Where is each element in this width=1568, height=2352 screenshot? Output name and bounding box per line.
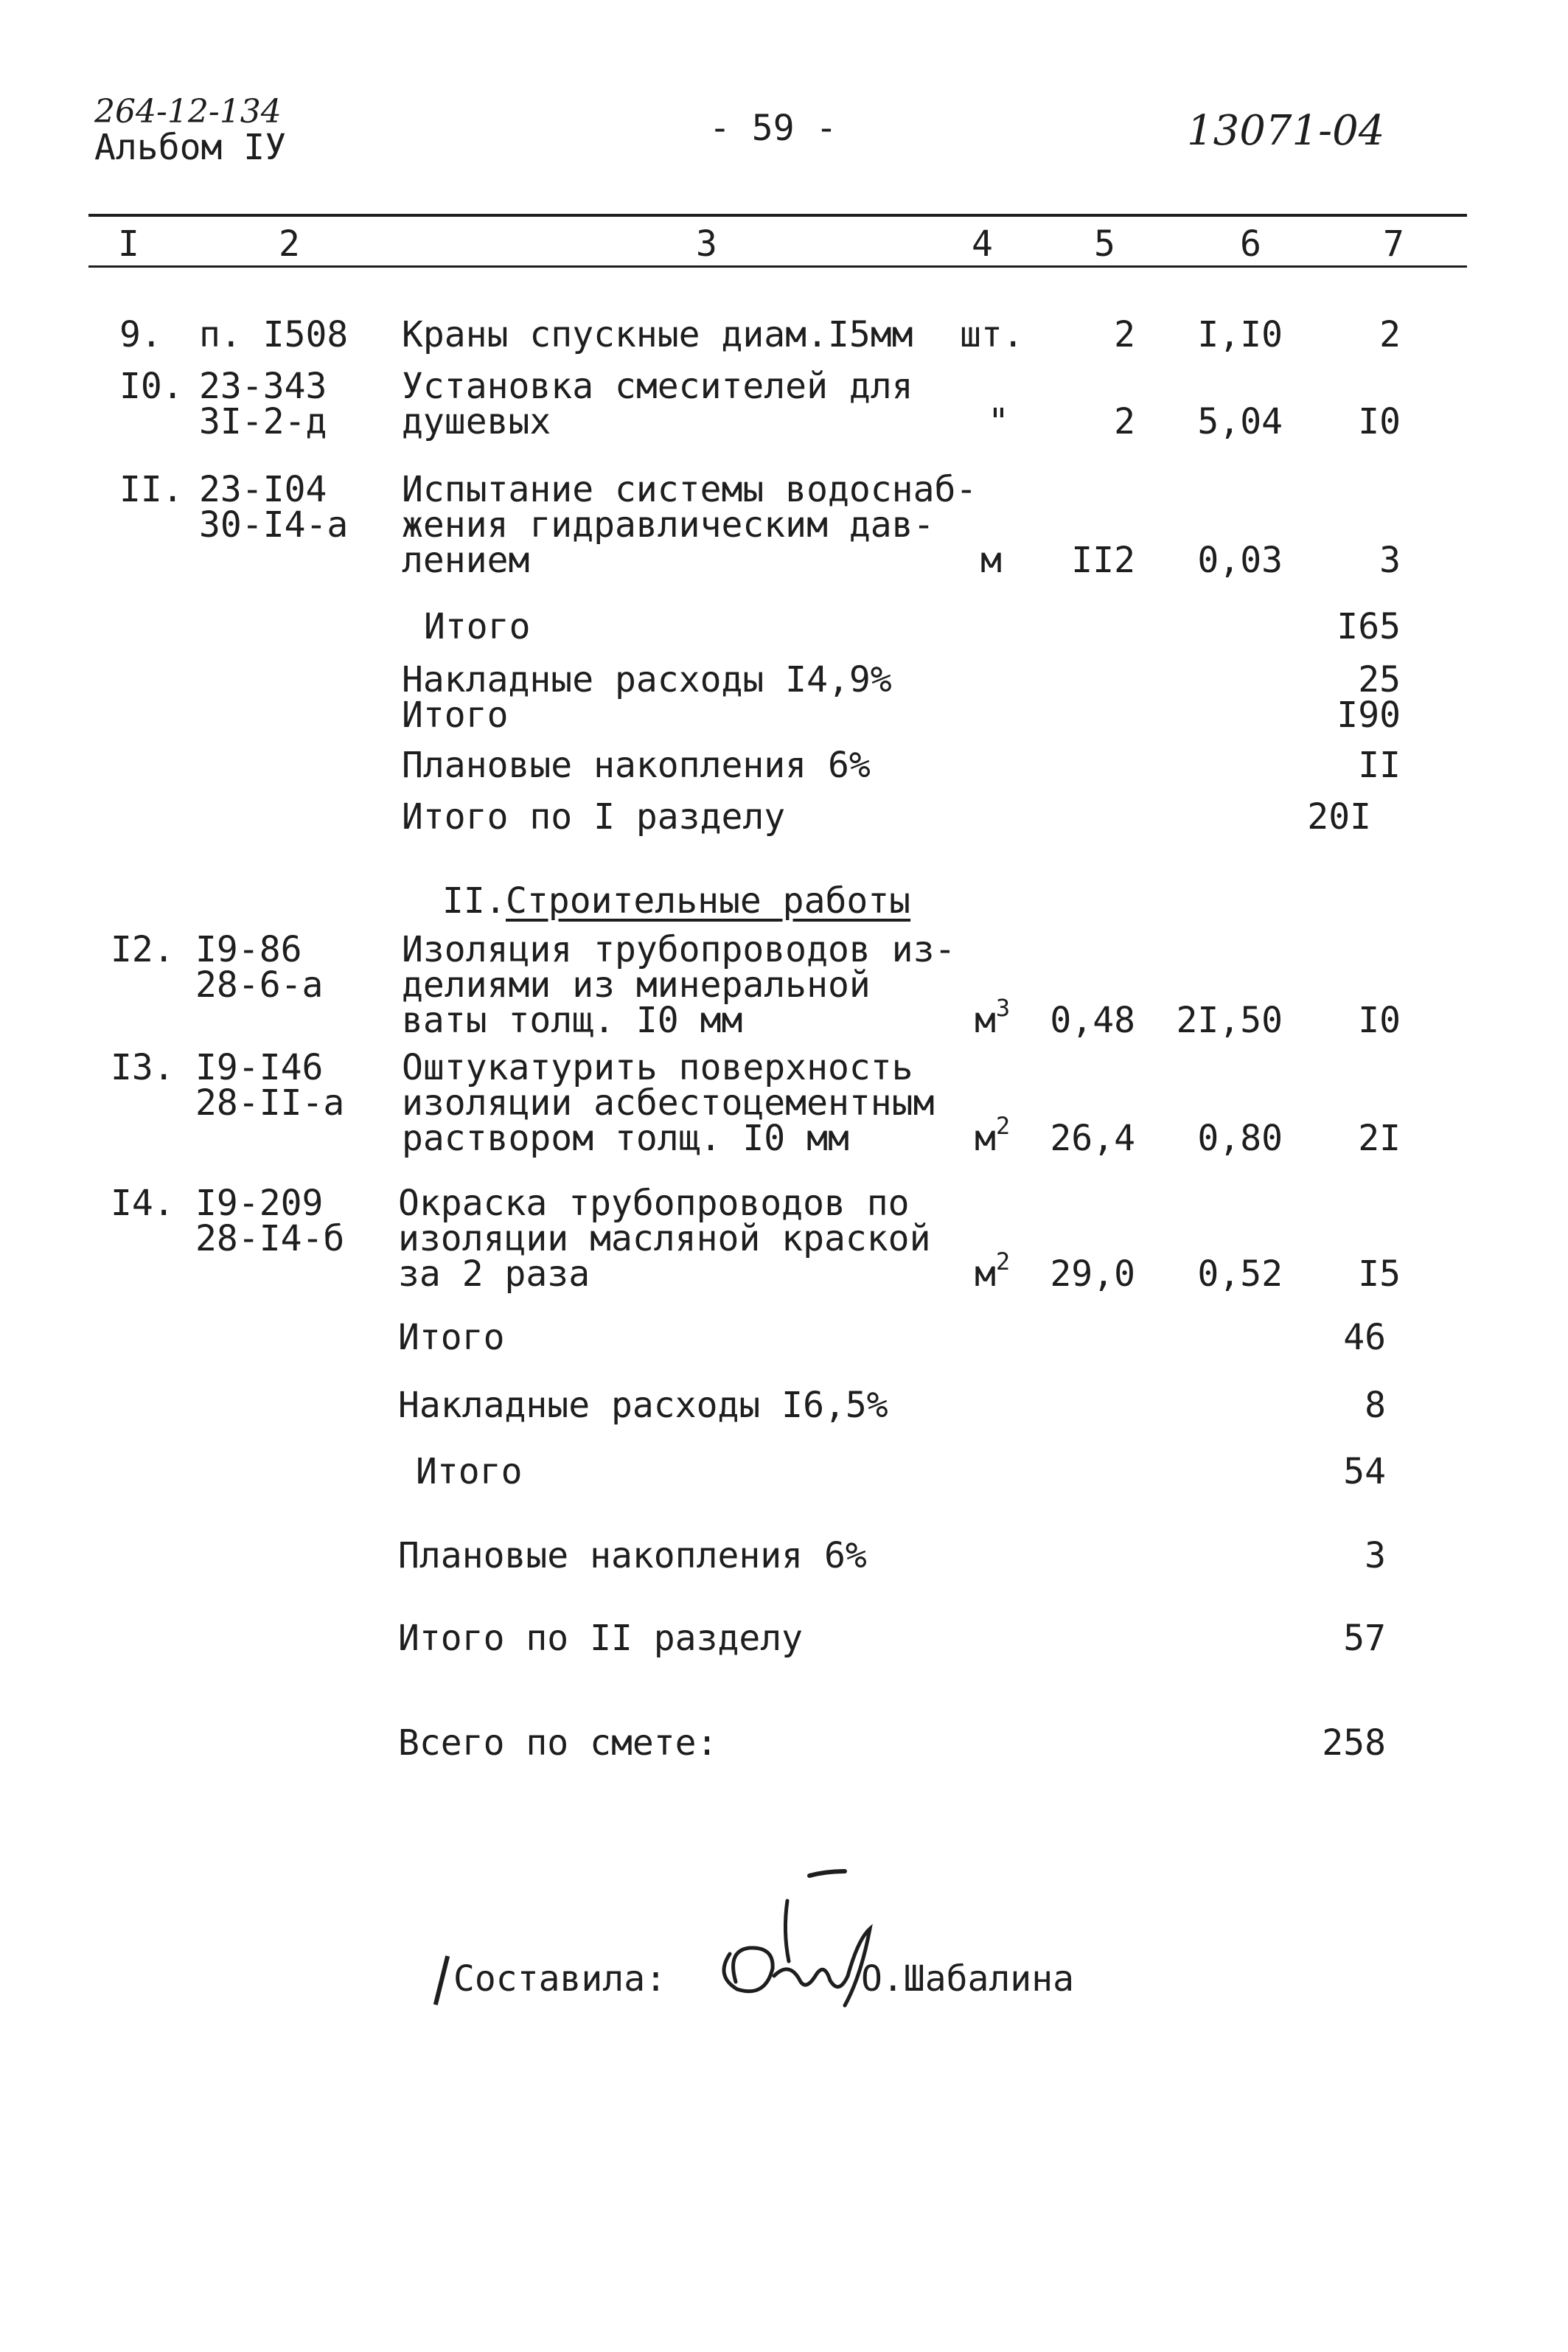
row-quantity: 0,48 [1050,1000,1135,1041]
overhead-label: Накладные расходы I4,9% [402,659,892,700]
row-code: п. I508 [199,314,349,355]
row-quantity: 2 [1114,401,1135,442]
row-code: I9-86 [195,929,302,970]
column-header-5: 5 [1094,223,1115,265]
grand-total-label: Всего по смете: [398,1722,718,1764]
section-title: Строительные работы [506,880,911,922]
planned-savings-value: II [1358,745,1401,786]
inventory-number: 13071-04 [1187,107,1385,155]
column-header-6: 6 [1240,223,1261,265]
row-description: Окраска трубопроводов по [398,1183,910,1224]
subtotal-value: 46 [1343,1317,1386,1358]
row-description: изоляции асбестоцементным [402,1082,935,1124]
signatory-name: О.Шабалина [861,1958,1074,2000]
row-description: за 2 раза [398,1253,590,1295]
row-unit: $м^3$ [975,994,1011,1041]
row-total: 2I [1358,1118,1401,1159]
row-unit-price: 2I,50 [1176,1000,1283,1041]
subtotal-label: Итого [424,606,531,647]
row-quantity: II2 [1071,540,1135,581]
subtotal-label: Итого [402,695,509,736]
row-description: делиями из минеральной [402,964,871,1006]
overhead-label: Накладные расходы I6,5% [398,1385,888,1426]
row-description: Испытание системы водоснаб- [402,469,978,510]
row-number: I2. [111,929,175,970]
row-unit-price: 0,80 [1197,1118,1283,1159]
planned-savings-label: Плановые накопления 6% [398,1535,867,1576]
table-header-rule [88,265,1467,268]
column-header-4: 4 [972,223,993,265]
subtotal-value: I90 [1337,695,1401,736]
overhead-value: 8 [1365,1385,1386,1426]
row-code: 28-I4-б [195,1218,345,1259]
row-description: Краны спускные диам.I5мм [402,314,913,355]
row-unit: " [988,401,1009,442]
overhead-value: 25 [1358,659,1401,700]
subtotal-label: Итого [398,1317,505,1358]
row-unit: шт. [960,314,1024,355]
row-description: Оштукатурить поверхность [402,1047,913,1088]
row-description: лением [402,540,530,581]
subtotal-value: I65 [1337,606,1401,647]
grand-total-value: 258 [1322,1722,1386,1764]
document-code: 264-12-134 [94,93,282,131]
column-header-2: 2 [279,223,300,265]
row-number: 9. [119,314,162,355]
album-label: Альбом IУ [94,127,287,168]
row-description: жения гидравлическим дав- [402,504,935,546]
row-description: изоляции масляной краской [398,1218,931,1259]
row-description: ваты толщ. I0 мм [402,1000,743,1041]
row-number: II. [119,469,184,510]
row-number: I4. [111,1183,175,1224]
row-number: I3. [111,1047,175,1088]
column-header-1: I [118,223,139,265]
section-total-label: Итого по I разделу [402,796,786,838]
row-quantity: 29,0 [1050,1253,1135,1295]
row-unit-price: I,I0 [1197,314,1283,355]
row-unit: $м^2$ [975,1248,1011,1295]
row-code: 28-6-а [195,964,324,1006]
signature-bracket [433,1955,450,2005]
planned-savings-value: 3 [1365,1535,1386,1576]
row-description: раствором толщ. I0 мм [402,1118,849,1159]
subtotal-label: Итого [416,1451,523,1492]
row-unit-price: 0,52 [1197,1253,1283,1295]
page-number: - 59 - [709,108,837,149]
section-total-value: 20I [1307,796,1371,838]
row-total: 2 [1379,314,1401,355]
row-code: 28-II-а [195,1082,345,1124]
section-number: II. [442,880,506,922]
row-unit-price: 0,03 [1197,540,1283,581]
row-unit: м [980,540,1002,581]
section-total-label: Итого по II разделу [398,1618,804,1659]
row-description: душевых [402,401,551,442]
row-code: 23-I04 [199,469,327,510]
row-quantity: 2 [1114,314,1135,355]
row-unit-price: 5,04 [1197,401,1283,442]
column-header-3: 3 [696,223,717,265]
signature-label: Составила: [453,1958,666,2000]
row-number: I0. [119,366,184,407]
row-description: Установка смесителей для [402,366,913,407]
row-code: I9-I46 [195,1047,324,1088]
row-unit: $м^2$ [975,1112,1011,1159]
row-total: I5 [1358,1253,1401,1295]
row-code: 23-343 [199,366,327,407]
row-description: Изоляция трубопроводов из- [402,929,956,970]
row-quantity: 26,4 [1050,1118,1135,1159]
row-total: I0 [1358,1000,1401,1041]
handwritten-signature [700,1858,877,2013]
row-total: I0 [1358,401,1401,442]
row-code: 3I-2-д [199,401,327,442]
column-header-7: 7 [1383,223,1404,265]
subtotal-value: 54 [1343,1451,1386,1492]
row-code: 30-I4-а [199,504,349,546]
row-total: 3 [1379,540,1401,581]
table-top-rule [88,214,1467,217]
row-code: I9-209 [195,1183,324,1224]
planned-savings-label: Плановые накопления 6% [402,745,871,786]
section-total-value: 57 [1343,1618,1386,1659]
